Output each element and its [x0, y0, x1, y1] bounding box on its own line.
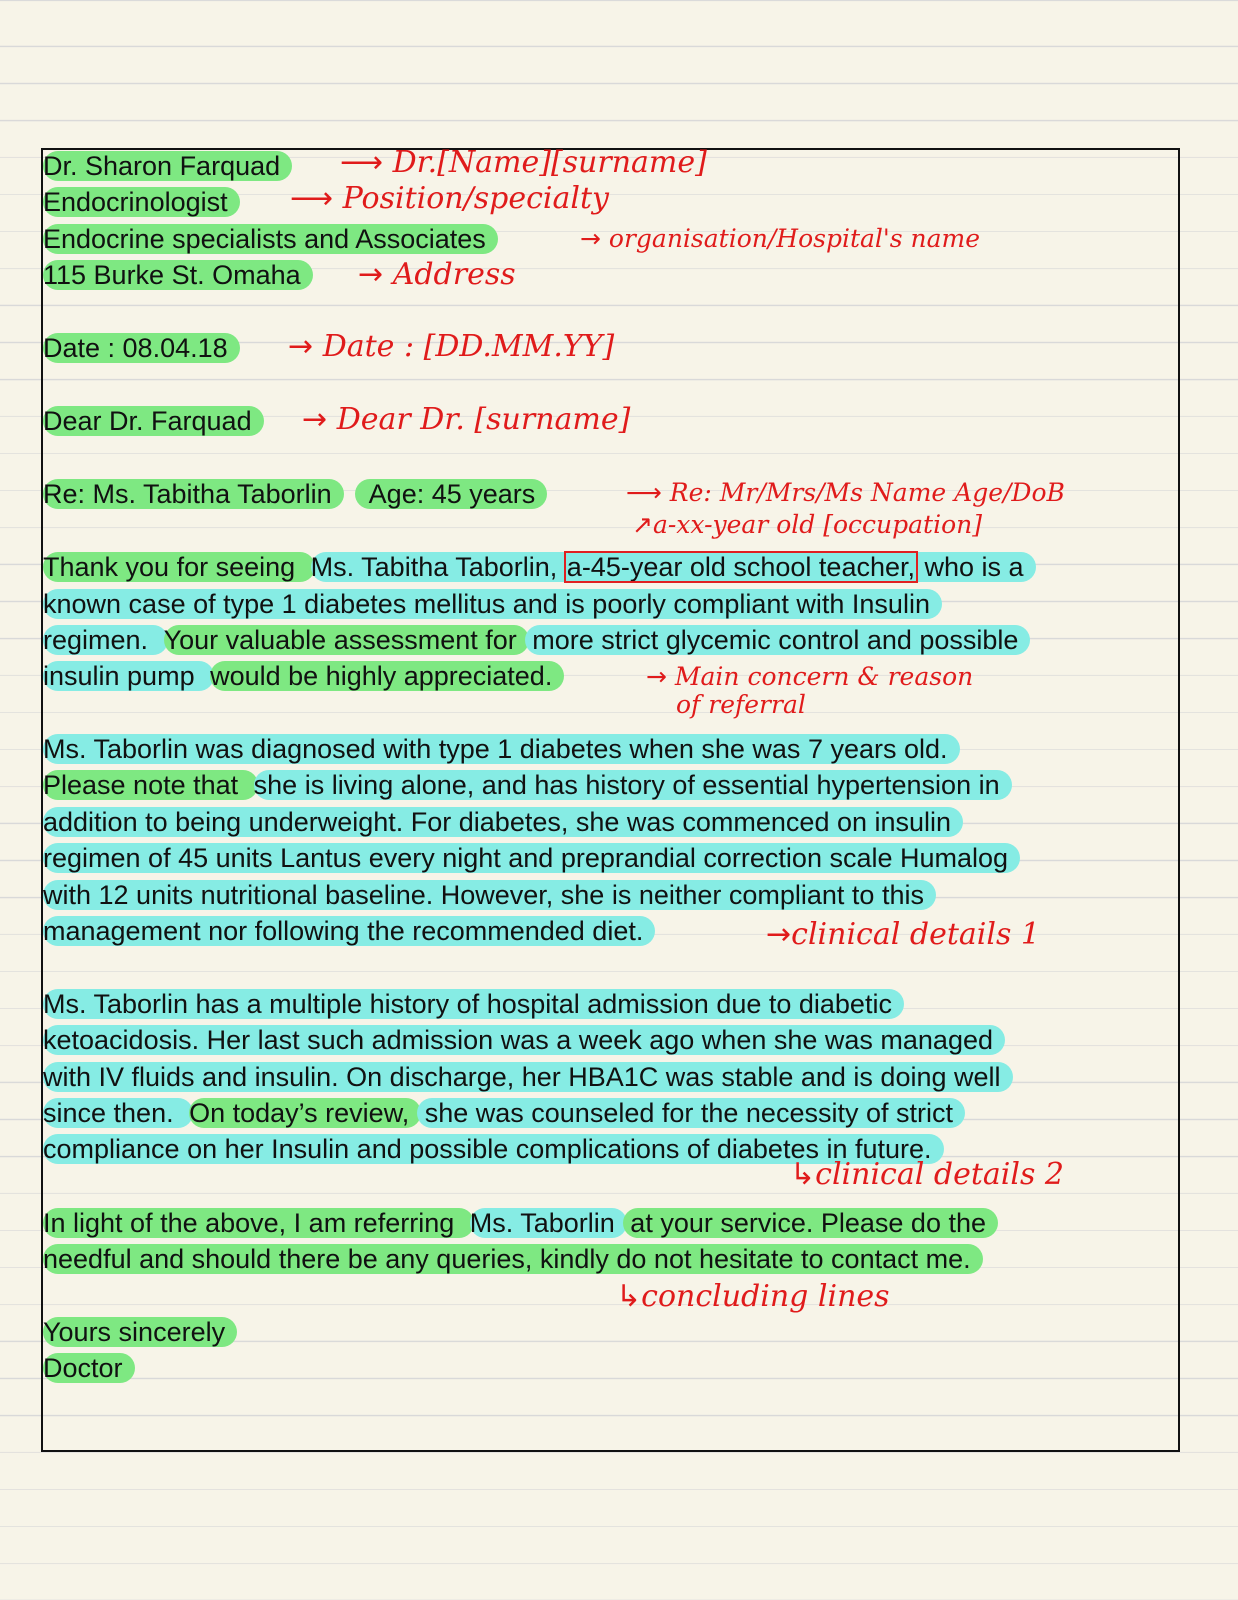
- annotation-address-text: Address: [392, 257, 516, 292]
- annotation-position: [290, 182, 609, 216]
- p2-line-4: [43, 840, 1016, 876]
- p3-l4-c: she was counseled for the necessity of strict: [417, 1098, 965, 1128]
- p2-l3: addition to being underweight. For diabetes, she was commenced on insulin: [43, 807, 963, 837]
- p2-l6: management nor following the recommended diet.: [43, 916, 655, 946]
- p3-l2: ketoacidosis. Her last such admission was a week ago when she was managed: [43, 1025, 1005, 1055]
- arrow-right-icon: →: [646, 662, 667, 691]
- p3-l3: with IV fluids and insulin. On discharge, her HBA1C was stable and is doing well: [43, 1062, 1013, 1092]
- annotation-salutation: [302, 403, 630, 437]
- annotation-name: [340, 146, 707, 180]
- p1-line-3: [43, 622, 1026, 658]
- annotation-clinical-2: [790, 1158, 1064, 1192]
- p2-l2-b: she is living alone, and has history of essential hypertension in: [254, 770, 1012, 800]
- letter-date: Date : 08.04.18: [43, 333, 240, 363]
- arrow-right-icon: →: [288, 329, 314, 364]
- p3-line-2: [43, 1022, 1001, 1058]
- re-line: [43, 476, 543, 512]
- p4-l1-a: In light of the above, I am referring: [43, 1208, 474, 1238]
- annotation-concern-text-1: Main concern & reason: [674, 662, 974, 691]
- annotation-re-text: Re: Mr/Mrs/Ms Name Age/DoB: [669, 478, 1065, 507]
- position-line: [43, 184, 236, 220]
- p3-l4-a: since then.: [43, 1098, 193, 1128]
- p3-line-1: [43, 986, 900, 1022]
- annotation-date-text: Date : [DD.MM.YY]: [322, 329, 615, 364]
- annotation-clinical-1-text: clinical details 1: [791, 917, 1040, 952]
- annotation-salutation-text: Dear Dr. [surname]: [336, 402, 631, 437]
- p1-l3-c: more strict glycemic control and possible: [525, 625, 1031, 655]
- p1-l4-b: would be highly appreciated.: [210, 661, 564, 691]
- annotation-concern-text-2: of referral: [676, 690, 806, 719]
- address-line: [43, 257, 309, 293]
- p1-l1-a: Thank you for seeing: [43, 552, 315, 582]
- p1-line-4: [43, 658, 560, 694]
- salutation: Dear Dr. Farquad: [43, 406, 264, 436]
- sender-organisation: Endocrine specialists and Associates: [43, 224, 498, 254]
- salutation-line: [43, 403, 260, 439]
- p4-line-1: [43, 1205, 994, 1241]
- annotation-position-text: Position/specialty: [342, 181, 609, 216]
- p1-l1-d: who is a: [917, 552, 1024, 582]
- sender-address: 115 Burke St. Omaha: [43, 260, 313, 290]
- annotation-organisation: [580, 222, 980, 256]
- occupation-box: a-45-year old school teacher,: [566, 552, 916, 582]
- p3-line-3: [43, 1059, 1009, 1095]
- p1-l1-b: [311, 552, 1036, 582]
- arrow-right-icon: ⟶: [290, 181, 334, 216]
- p4-l1-b: Ms. Taborlin: [470, 1208, 627, 1238]
- p3-l1: Ms. Taborlin has a multiple history of hospital admission due to diabetic: [43, 989, 904, 1019]
- p2-line-1: [43, 731, 956, 767]
- p2-l1: Ms. Taborlin was diagnosed with type 1 diabetes when she was 7 years old.: [43, 734, 960, 764]
- p1-l1-b-text: Ms. Tabitha Taborlin,: [310, 552, 565, 582]
- annotation-concern-2: [676, 688, 806, 722]
- arrow-right-icon: →: [302, 402, 328, 437]
- annotation-address: [358, 258, 516, 292]
- p1-l3-a: regimen.: [43, 625, 168, 655]
- organisation-line: [43, 221, 494, 257]
- annotation-occupation-text: a-xx-year old [occupation]: [652, 510, 982, 539]
- p2-line-2: [43, 767, 1008, 803]
- p1-line-1: [43, 549, 1032, 585]
- p3-line-4: [43, 1095, 961, 1131]
- annotation-concluding-text: concluding lines: [641, 1279, 890, 1314]
- annotation-occupation: [632, 508, 982, 542]
- arrow-up-right-icon: ↗: [632, 510, 653, 539]
- p1-line-2: [43, 586, 938, 622]
- p2-l5: with 12 units nutritional baseline. However, she is neither compliant to this: [43, 880, 936, 910]
- signature-line: [43, 1350, 131, 1386]
- arrow-right-icon: →: [766, 917, 792, 952]
- arrow-right-icon: →: [580, 224, 601, 253]
- annotation-concluding: [616, 1280, 890, 1314]
- p1-l2: known case of type 1 diabetes mellitus and is poorly compliant with Insulin: [43, 589, 942, 619]
- re-age: Age: 45 years: [355, 479, 548, 509]
- p1-l3-b: Your valuable assessment for: [164, 625, 529, 655]
- annotation-organisation-text: organisation/Hospital's name: [608, 224, 981, 253]
- p3-l5: compliance on her Insulin and possible complications of diabetes in future.: [43, 1134, 944, 1164]
- arrow-right-icon: ⟶: [626, 478, 662, 507]
- sender-name-line: [43, 148, 288, 184]
- annotation-clinical-1: [766, 918, 1040, 952]
- p1-l4-a: insulin pump: [43, 661, 214, 691]
- p4-l2: needful and should there be any queries, kindly do not hesitate to contact me.: [43, 1244, 983, 1274]
- re-patient: Re: Ms. Tabitha Taborlin: [43, 479, 344, 509]
- p4-line-2: [43, 1241, 979, 1277]
- date-line: [43, 330, 236, 366]
- p2-line-3: [43, 804, 959, 840]
- closing: Yours sincerely: [43, 1317, 237, 1347]
- signature: Doctor: [43, 1353, 135, 1383]
- p2-l4: regimen of 45 units Lantus every night and preprandial correction scale Humalog: [43, 843, 1020, 873]
- p2-line-5: [43, 877, 932, 913]
- p4-l1-c: at your service. Please do the: [623, 1208, 998, 1238]
- arrow-right-icon: ⟶: [340, 145, 384, 180]
- closing-line: [43, 1314, 233, 1350]
- annotation-re: [626, 476, 1065, 510]
- p3-l4-b: On today’s review,: [189, 1098, 421, 1128]
- p2-line-6: [43, 913, 651, 949]
- annotation-date: [288, 330, 614, 364]
- p2-l2-a: Please note that: [43, 770, 258, 800]
- arrow-hook-right-icon: ↳: [790, 1157, 816, 1192]
- annotation-name-text: Dr.[Name][surname]: [392, 145, 707, 180]
- sender-position: Endocrinologist: [43, 187, 240, 217]
- sender-name: Dr. Sharon Farquad: [43, 151, 292, 181]
- arrow-right-icon: →: [358, 257, 384, 292]
- arrow-hook-right-icon: ↳: [616, 1279, 642, 1314]
- annotation-clinical-2-text: clinical details 2: [815, 1157, 1064, 1192]
